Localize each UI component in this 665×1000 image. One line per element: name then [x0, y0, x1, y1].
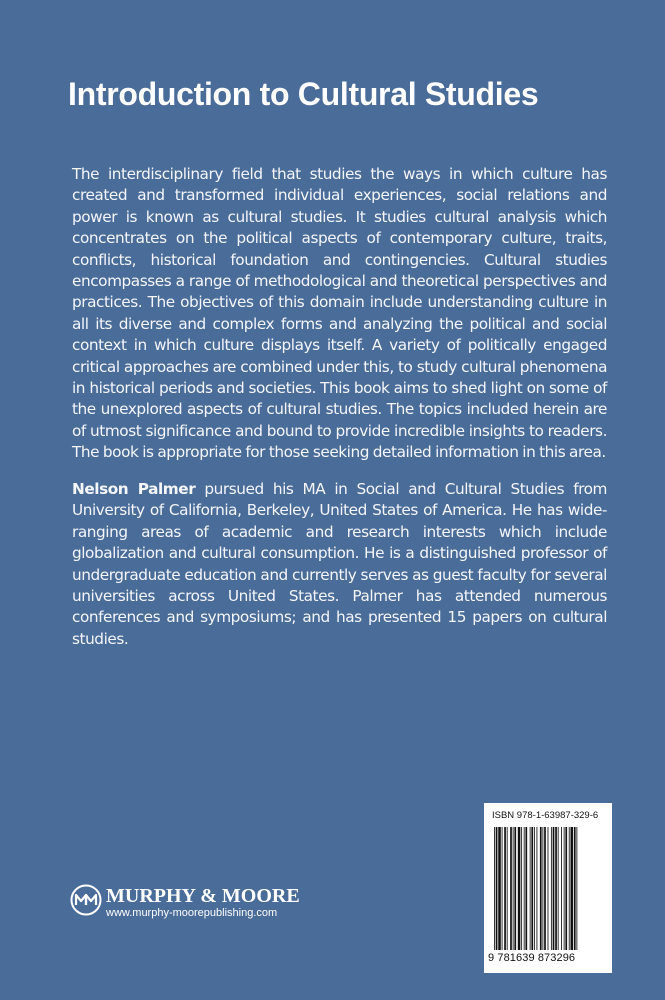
barcode-bars	[492, 827, 604, 950]
author-bio	[72, 479, 607, 650]
mm-logo-icon	[70, 884, 102, 916]
author-name: Nelson Palmer	[72, 480, 196, 498]
publisher-logo	[70, 884, 330, 924]
isbn-label: ISBN 978-1-63987-329-6	[492, 810, 599, 821]
isbn-barcode	[484, 803, 612, 973]
publisher-url: www.murphy-moorepublishing.com	[106, 907, 278, 919]
barcode-digits: 9 781639 873296	[488, 952, 576, 964]
book-title: Introduction to Cultural Studies	[68, 76, 539, 112]
book-description: The interdisciplinary field that studies the ways in which culture has created and transformed individual experiences, social relations and power is known as cultural studies. It studies cultural analysis which concentrates on the political aspects of contemporary culture, traits, conflicts, historical foundation and contingencies. Cultural studies encompasses a range of methodological and theoretical perspectives and practices. The objectives of this domain include understanding culture in all its diverse and complex forms and analyzing the political and social context in which culture displays itself. A variety of politically engaged critical approaches are combined under this, to study cultural phenomena in historical periods and societies. This book aims to shed light on some of the unexplored aspects of cultural studies. The topics included herein are of utmost significance and bound to provide incredible insights to readers. The book is appropriate for those seeking detailed information in this area.	[72, 165, 607, 462]
publisher-name: MURPHY & MOORE	[106, 885, 300, 907]
author-bio-text: pursued his MA in Social and Cultural Studies from University of California, Berkeley, United States of America. He has wide-ranging areas of academic and research interests which include globalization and cultural consumption. He is a distinguished professor of undergraduate education and currently serves as guest faculty for several universities across United States. Palmer has attended numerous conferences and symposiums; and has presented 15 papers on cultural studies.	[72, 480, 607, 648]
